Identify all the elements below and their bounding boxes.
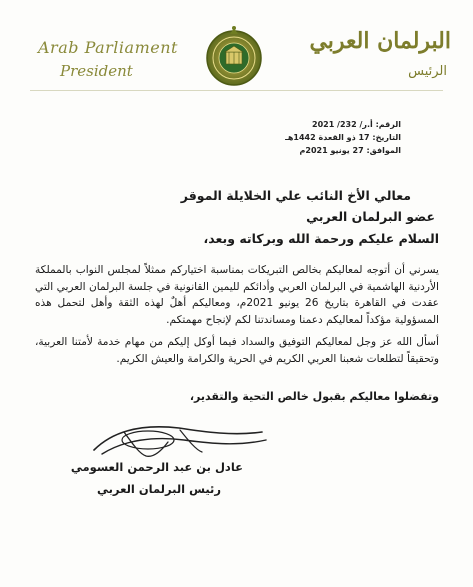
reference-block: [285, 118, 401, 157]
signatory-title: رئيس البرلمان العربي: [96, 482, 221, 496]
english-parliament-title: Arab Parliament: [38, 38, 178, 57]
handwritten-signature-icon: [84, 410, 274, 466]
body-paragraph-1: يسرني أن أتوجه لمعاليكم بخالص التبريكات بمناسبة اختياركم ممثلاً لمجلس النواب بالمملكة الأردنية الهاشمية في البرلمان العربي وأدائكم لليمين القانونية في جلسة البرلمان العربي التي عقدت في القاهرة بتاريخ 26 يونيو 2021م، ومعاليكم أهلٌ لهذه الثقة وأهل لتحمل هذه المسؤولية مؤكداً لمعاليكم دعمنا ومساندتنا لكم لإنجاح مهمتكم.: [35, 264, 440, 326]
signatory-name: عادل بن عبد الرحمن العسومي: [70, 460, 243, 474]
arab-parliament-emblem-icon: [204, 24, 264, 88]
body-paragraph-2: أسأل الله عز وجل لمعاليكم التوفيق والسداد فيما أوكل إليكم من مهام خدمة لأمتنا العربية، وتحقيقاً لتطلعات شعبنا العربي الكريم في الحرية والكرامة والعيش الكريم.: [35, 336, 439, 365]
arabic-role-title: الرئيس: [408, 64, 447, 79]
arabic-parliament-title: البرلمان العربي: [309, 28, 451, 54]
english-role-title: President: [60, 62, 133, 80]
addressee-position: عضو البرلمان العربي: [306, 209, 435, 224]
reference-gregorian-date: الموافق: 27 يونيو 2021م: [299, 146, 401, 155]
closing-line: وتفضلوا معاليكم بقبول خالص التحية والتقدير،: [189, 390, 439, 403]
addressee-block: [29, 186, 439, 250]
header-divider: [30, 90, 443, 91]
greeting: السلام عليكم ورحمة الله وبركاته وبعد،: [203, 231, 439, 246]
letter-body: [35, 262, 439, 373]
reference-number: الرقم: أ.ر/ 232/ 2021: [312, 120, 401, 129]
addressee-name: معالي الأخ النائب علي الخلايلة الموقر: [180, 188, 411, 203]
reference-hijri-date: التاريخ: 17 ذو القعدة 1442هـ: [285, 133, 401, 142]
